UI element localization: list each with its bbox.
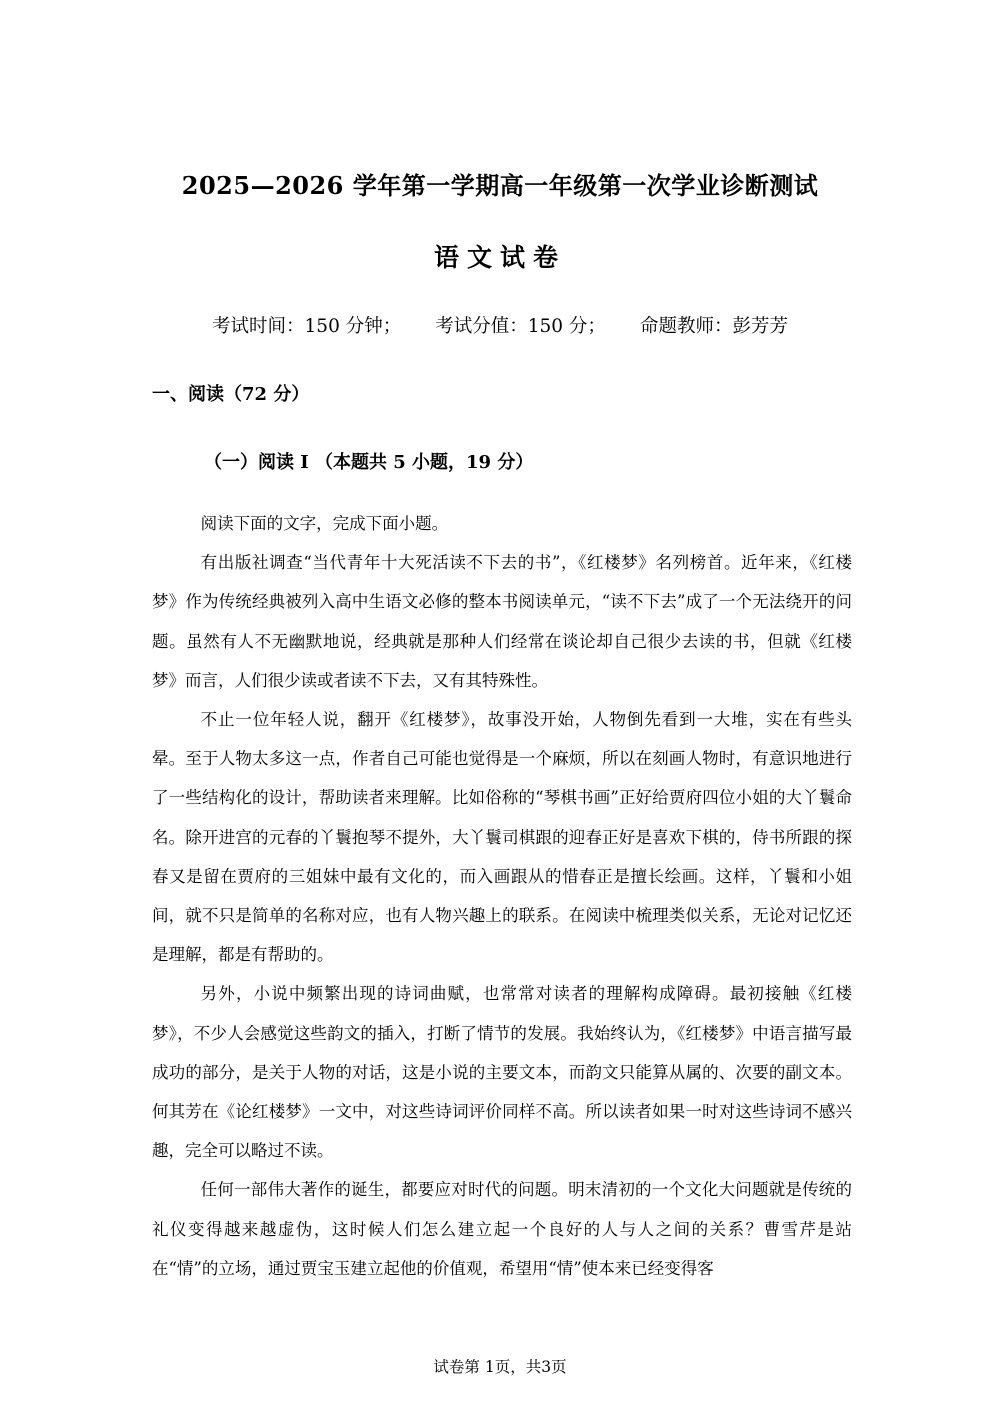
passage-paragraph: 任何一部伟大著作的诞生，都要应对时代的问题。明末清初的一个文化大问题就是传统的礼仪变得越来越虚伪，这时候人们怎么建立起一个良好的人与人之间的关系？曹雪芹是站在“情”的立场，通过贾宝玉建立起他的价值观，希望用“情”使本来已经变得客 bbox=[152, 1180, 852, 1278]
exam-subtitle: 语文试卷 bbox=[433, 243, 566, 272]
passage-paragraph: 不止一位年轻人说，翻开《红楼梦》，故事没开始，人物倒先看到一大堆，实在有些头晕。至于人物太多这一点，作者自己可能也觉得是一个麻烦，所以在刻画人物时，有意识地进行了一些结构化的设计，帮助读者来理解。比如俗称的“琴棋书画”正好给贾府四位小姐的大丫鬟命名。除开进宫的元春的丫鬟抱琴不提外，大丫鬟司棋跟的迎春正好是喜欢下棋的，侍书所跟的探春又是留在贾府的三姐妹中最有文化的，而入画跟从的惜春正是擅长绘画。这样，丫鬟和小姐间，就不只是简单的名称对应，也有人物兴趣上的联系。在阅读中梳理类似关系，无论对记忆还是理解，都是有帮助的。 bbox=[152, 710, 852, 965]
passage-paragraph: 另外，小说中频繁出现的诗词曲赋，也常常对读者的理解构成障碍。最初接触《红楼梦》，不少人会感觉这些韵文的插入，打断了情节的发展。我始终认为，《红楼梦》中语言描写最成功的部分，是关于人物的对话，这是小说的主要文本，而韵文只能算从属的、次要的副文本。何其芳在《论红楼梦》一文中，对这些诗词评价同样不高。所以读者如果一时对这些诗词不感兴趣，完全可以略过不读。 bbox=[152, 984, 852, 1161]
exam-teacher: 命题教师：彭芳芳 bbox=[639, 316, 788, 337]
reading-passage bbox=[152, 504, 852, 1288]
section-heading: 一、阅读（72 分） bbox=[152, 384, 310, 405]
passage-paragraph: 有出版社调查“当代青年十大死活读不下去的书”，《红楼梦》名列榜首。近年来，《红楼梦》作为传统经典被列入高中生语文必修的整本书阅读单元，“读不下去”成了一个无法绕开的问题。虽然有人不无幽默地说，经典就是那种人们经常在谈论却自己很少去读的书，但就《红楼梦》而言，人们很少读或者读不下去，又有其特殊性。 bbox=[152, 553, 852, 690]
exam-title: 2025—2026 学年第一学期高一年级第一次学业诊断测试 bbox=[181, 171, 819, 200]
exam-info-line bbox=[0, 313, 1000, 341]
subsection-heading: （一）阅读 I （本题共 5 小题，19 分） bbox=[204, 452, 534, 473]
exam-time: 考试时间：150 分钟； bbox=[212, 316, 402, 337]
passage-paragraph: 阅读下面的文字，完成下面小题。 bbox=[200, 514, 449, 533]
exam-score: 考试分值：150 分； bbox=[435, 316, 606, 337]
page-footer: 试卷第 1页，共3页 bbox=[433, 1358, 567, 1376]
